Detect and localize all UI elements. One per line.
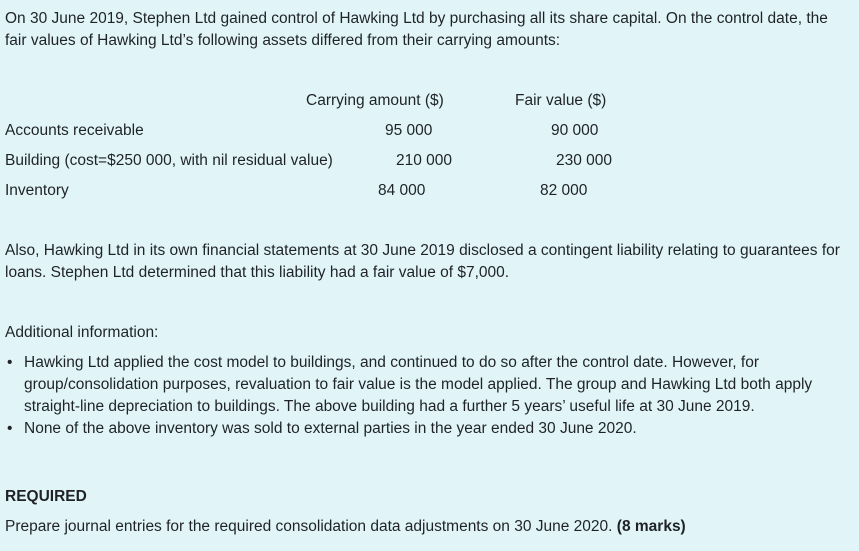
row-label-building: Building (cost=$250 000, with nil residual value) xyxy=(5,152,333,169)
bullet-icon: • xyxy=(7,420,13,437)
row-carrying-accounts-receivable: 95 000 xyxy=(385,122,433,139)
contingent-liability-paragraph: Also, Hawking Ltd in its own financial statements at 30 June 2019 disclosed a contingent liability relating to guarantees for loans. Stephen Ltd determined that this liability had a fair value of $7,000. xyxy=(5,242,840,281)
required-text: Prepare journal entries for the required consolidation data adjustments on 30 June 2020. xyxy=(5,518,613,535)
row-fair-building: 230 000 xyxy=(556,152,613,169)
required-heading: REQUIRED xyxy=(5,488,87,505)
row-fair-accounts-receivable: 90 000 xyxy=(551,122,599,139)
additional-info-heading: Additional information: xyxy=(5,324,159,341)
header-fair-value: Fair value ($) xyxy=(515,92,607,109)
list-item-text: None of the above inventory was sold to external parties in the year ended 30 June 2020. xyxy=(24,420,637,437)
row-label-accounts-receivable: Accounts receivable xyxy=(5,122,144,139)
additional-info-list xyxy=(5,352,853,440)
list-item-text: Hawking Ltd applied the cost model to buildings, and continued to do so after the control date. However, for group/consolidation purposes, revaluation to fair value is the model applied. The group and Hawking Ltd both apply straight-line depreciation to buildings. The above building had a further 5 years’ useful life at 30 June 2019. xyxy=(24,354,813,415)
header-carrying-amount: Carrying amount ($) xyxy=(306,92,444,109)
required-marks: (8 marks) xyxy=(616,518,686,535)
list-item xyxy=(5,352,853,418)
required-instruction xyxy=(5,516,686,538)
intro-paragraph: On 30 June 2019, Stephen Ltd gained control of Hawking Ltd by purchasing all its share capital. On the control date, the fair values of Hawking Ltd’s following assets differed from their carrying amounts: xyxy=(5,10,828,49)
list-item xyxy=(5,418,853,440)
row-label-inventory: Inventory xyxy=(5,182,69,199)
row-fair-inventory: 82 000 xyxy=(540,182,588,199)
row-carrying-inventory: 84 000 xyxy=(378,182,426,199)
bullet-icon: • xyxy=(7,354,13,371)
row-carrying-building: 210 000 xyxy=(396,152,453,169)
